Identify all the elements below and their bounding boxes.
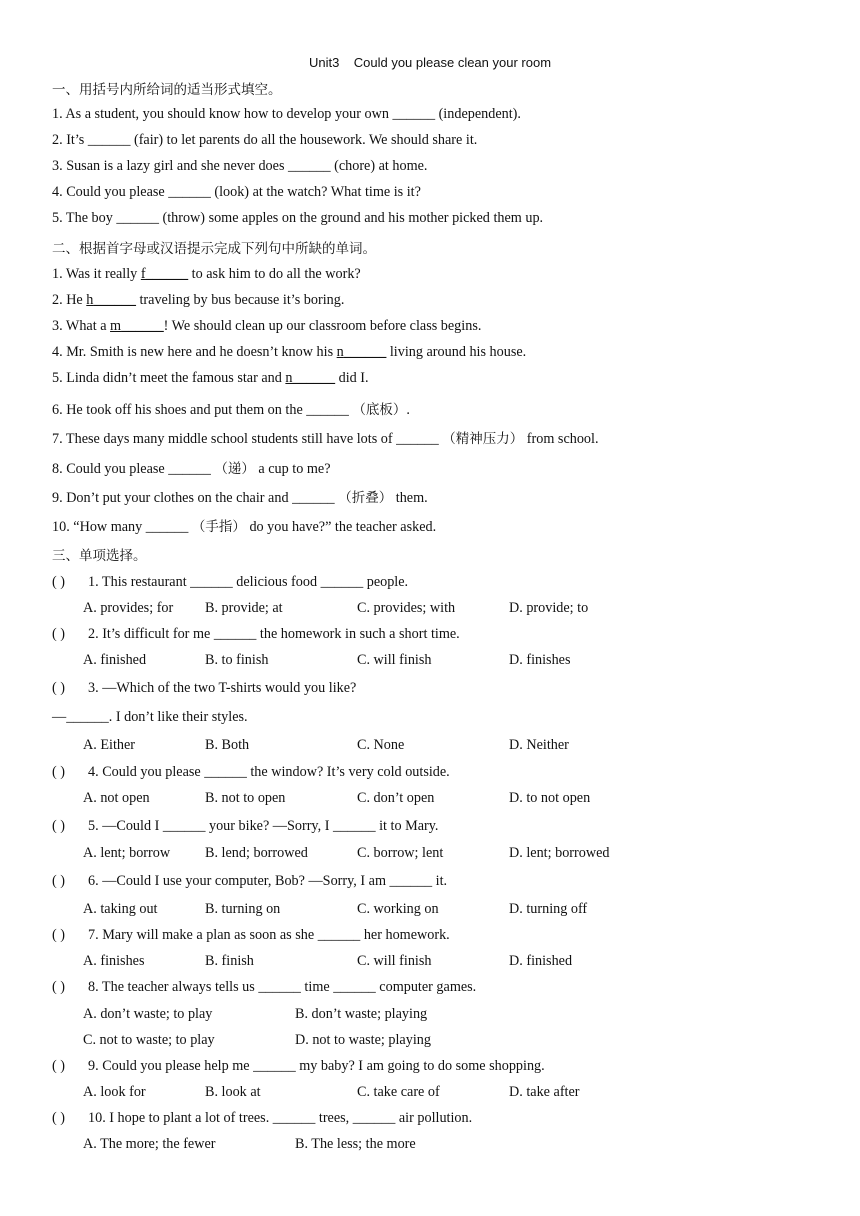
answer-paren[interactable]: ( ): [52, 764, 65, 780]
q6-stem-line: [52, 873, 447, 890]
q3-options: [83, 737, 569, 754]
q2-options: [83, 652, 570, 669]
answer-paren[interactable]: ( ): [52, 927, 65, 943]
q5-stem: 5. —Could I ______ your bike? —Sorry, I ______ it to Mary.: [88, 818, 439, 834]
s2-item-9-post: them.: [392, 490, 428, 506]
q2-option-a[interactable]: A. finished: [83, 652, 147, 668]
s2-item-3-blank: [110, 318, 164, 334]
q6-stem: 6. —Could I use your computer, Bob? —Sorry, I am ______ it.: [88, 873, 448, 889]
s2-item-6: [52, 398, 410, 419]
answer-paren[interactable]: ( ): [52, 979, 65, 995]
q10-stem-line: [52, 1110, 472, 1127]
s2-item-4-post: living around his house.: [386, 344, 527, 360]
s2-item-10-post: do you have?” the teacher asked.: [245, 519, 437, 535]
q7-option-d[interactable]: D. finished: [509, 953, 573, 969]
q1-options: [83, 600, 588, 617]
q5-option-c[interactable]: C. borrow; lent: [357, 845, 444, 861]
q4-stem: 4. Could you please ______ the window? It’s very cold outside.: [88, 764, 450, 780]
s2-item-4-pre: 4. Mr. Smith is new here and he doesn’t know his: [52, 344, 337, 360]
s2-item-1-blank: [141, 266, 188, 282]
q10-stem: 10. I hope to plant a lot of trees. ______ trees, ______ air pollution.: [88, 1110, 473, 1126]
q4-options: [83, 790, 590, 807]
s2-item-8-hint: （递）: [214, 461, 255, 477]
s2-item-4-line: ______: [343, 344, 387, 360]
s2-item-1-line: ______: [145, 266, 189, 282]
q5-stem-line: [52, 818, 438, 835]
q3-option-c[interactable]: C. None: [357, 737, 405, 753]
q8-option-b[interactable]: B. don’t waste; playing: [295, 1006, 428, 1022]
s2-item-8: [52, 457, 331, 478]
s1-item-3: 3. Susan is a lazy girl and she never does ______ (chore) at home.: [52, 158, 428, 174]
s2-item-7-pre: 7. These days many middle school students still have lots of ______: [52, 431, 443, 447]
s2-item-10-pre: 10. “How many ______: [52, 519, 192, 535]
s1-item-5: 5. The boy ______ (throw) some apples on the ground and his mother picked them up.: [52, 210, 544, 226]
q5-option-d[interactable]: D. lent; borrowed: [509, 845, 610, 861]
q1-option-a[interactable]: A. provides; for: [83, 600, 174, 616]
q2-option-d[interactable]: D. finishes: [509, 652, 571, 668]
q4-stem-line: [52, 764, 450, 781]
s2-item-3: [52, 318, 481, 335]
q7-option-b[interactable]: B. finish: [205, 953, 254, 969]
s2-item-3-line: ______: [121, 318, 164, 334]
q9-option-d[interactable]: D. take after: [509, 1084, 580, 1100]
s2-item-5-pre: 5. Linda didn’t meet the famous star and: [52, 370, 286, 386]
q6-option-b[interactable]: B. turning on: [205, 901, 281, 917]
q9-option-b[interactable]: B. look at: [205, 1084, 261, 1100]
q3-stem-line: [52, 680, 356, 697]
q8-option-a[interactable]: A. don’t waste; to play: [83, 1006, 213, 1022]
s1-item-4: 4. Could you please ______ (look) at the watch? What time is it?: [52, 184, 421, 200]
s2-item-2-post: traveling by bus because it’s boring.: [135, 292, 345, 308]
q9-option-a[interactable]: A. look for: [83, 1084, 146, 1100]
s2-item-1: [52, 266, 361, 283]
q7-option-a[interactable]: A. finishes: [83, 953, 145, 969]
q1-option-d[interactable]: D. provide; to: [509, 600, 589, 616]
q4-option-b[interactable]: B. not to open: [205, 790, 286, 806]
s1-item-1: 1. As a student, you should know how to develop your own ______ (independent).: [52, 106, 521, 122]
q7-option-c[interactable]: C. will finish: [357, 953, 432, 969]
q6-option-c[interactable]: C. working on: [357, 901, 439, 917]
answer-paren[interactable]: ( ): [52, 1058, 65, 1074]
s2-item-1-pre: 1. Was it really: [52, 266, 141, 282]
section-1-heading: 一、用括号内所给词的适当形式填空。: [52, 82, 282, 98]
q1-stem: 1. This restaurant ______ delicious food ______ people.: [88, 574, 409, 590]
answer-paren[interactable]: ( ): [52, 818, 65, 834]
s2-item-8-pre: 8. Could you please ______: [52, 461, 215, 477]
q4-option-a[interactable]: A. not open: [83, 790, 150, 806]
q9-options: [83, 1084, 580, 1101]
answer-paren[interactable]: ( ): [52, 574, 65, 590]
s2-item-2-letter: h: [86, 292, 94, 308]
q10-option-b[interactable]: B. The less; the more: [295, 1136, 416, 1152]
s2-item-3-post: ! We should clean up our classroom before class begins.: [163, 318, 482, 334]
s2-item-6-post: .: [406, 402, 410, 418]
s2-item-2-line: ______: [93, 292, 136, 308]
s2-item-2-pre: 2. He: [52, 292, 87, 308]
q4-option-d[interactable]: D. to not open: [509, 790, 591, 806]
q8-stem: 8. The teacher always tells us ______ time ______ computer games.: [88, 979, 477, 995]
s2-item-2-blank: [86, 292, 136, 308]
s2-item-5-blank: [285, 370, 335, 386]
q8-options-row2: [83, 1032, 431, 1049]
q9-option-c[interactable]: C. take care of: [357, 1084, 440, 1100]
q7-options: [83, 953, 572, 970]
s2-item-6-pre: 6. He took off his shoes and put them on the ______: [52, 402, 353, 418]
s2-item-5: [52, 370, 369, 387]
q3-option-b[interactable]: B. Both: [205, 737, 250, 753]
q3-stem: 3. —Which of the two T-shirts would you like?: [88, 680, 357, 696]
s2-item-3-pre: 3. What a: [52, 318, 111, 334]
q8-options-row1: [83, 1006, 427, 1023]
s2-item-5-letter: n: [285, 370, 293, 386]
q6-option-d[interactable]: D. turning off: [509, 901, 588, 917]
answer-paren[interactable]: ( ): [52, 680, 65, 696]
q6-option-a[interactable]: A. taking out: [83, 901, 158, 917]
q8-stem-line: [52, 979, 476, 996]
q1-stem-line: [52, 574, 408, 591]
q8-option-c[interactable]: C. not to waste; to play: [83, 1032, 215, 1048]
q7-stem: 7. Mary will make a plan as soon as she ______ her homework.: [88, 927, 450, 943]
s2-item-4-blank: [337, 344, 387, 360]
q4-option-c[interactable]: C. don’t open: [357, 790, 435, 806]
q8-option-d[interactable]: D. not to waste; playing: [295, 1032, 431, 1048]
s2-item-10: [52, 515, 436, 536]
s2-item-10-hint: （手指）: [191, 519, 246, 535]
q2-option-c[interactable]: C. will finish: [357, 652, 432, 668]
q2-stem-line: [52, 626, 460, 643]
s2-item-9-pre: 9. Don’t put your clothes on the chair and ______: [52, 490, 339, 506]
q3-option-d[interactable]: D. Neither: [509, 737, 569, 753]
q1-option-b[interactable]: B. provide; at: [205, 600, 283, 616]
s2-item-8-post: a cup to me?: [254, 461, 331, 477]
q3-reply: —______. I don’t like their styles.: [52, 709, 248, 725]
s2-item-3-letter: m: [110, 318, 122, 334]
q5-option-b[interactable]: B. lend; borrowed: [205, 845, 308, 861]
q5-options: [83, 845, 609, 862]
s2-item-7: [52, 427, 599, 448]
q7-stem-line: [52, 927, 450, 944]
s2-item-4-letter: n: [336, 344, 344, 360]
q3-option-a[interactable]: A. Either: [83, 737, 136, 753]
s2-item-6-hint: （底板）: [352, 402, 407, 418]
s2-item-2: [52, 292, 344, 309]
s2-item-4: [52, 344, 526, 361]
s2-item-9: [52, 486, 428, 507]
q2-option-b[interactable]: B. to finish: [205, 652, 269, 668]
s2-item-7-post: from school.: [523, 431, 599, 447]
s2-item-1-post: to ask him to do all the work?: [188, 266, 361, 282]
answer-paren[interactable]: ( ): [52, 873, 65, 889]
s2-item-1-letter: f: [140, 266, 146, 282]
q5-option-a[interactable]: A. lent; borrow: [83, 845, 171, 861]
answer-paren[interactable]: ( ): [52, 1110, 65, 1126]
s1-item-2: 2. It’s ______ (fair) to let parents do all the housework. We should share it.: [52, 132, 478, 148]
q1-option-c[interactable]: C. provides; with: [357, 600, 456, 616]
section-3-heading: 三、单项选择。: [52, 548, 147, 564]
s2-item-5-post: did I.: [335, 370, 369, 386]
q10-option-a[interactable]: A. The more; the fewer: [83, 1136, 216, 1152]
q10-options: [83, 1136, 416, 1153]
s2-item-5-line: ______: [292, 370, 336, 386]
q9-stem-line: [52, 1058, 545, 1075]
s2-item-9-hint: （折叠）: [338, 490, 393, 506]
q2-stem: 2. It’s difficult for me ______ the homework in such a short time.: [88, 626, 460, 642]
s2-item-7-hint: （精神压力）: [442, 431, 524, 447]
q6-options: [83, 901, 587, 918]
section-2-heading: 二、根据首字母或汉语提示完成下列句中所缺的单词。: [52, 241, 376, 257]
answer-paren[interactable]: ( ): [52, 626, 65, 642]
page-title: Unit3 Could you please clean your room: [308, 55, 552, 70]
q9-stem: 9. Could you please help me ______ my baby? I am going to do some shopping.: [88, 1058, 545, 1074]
